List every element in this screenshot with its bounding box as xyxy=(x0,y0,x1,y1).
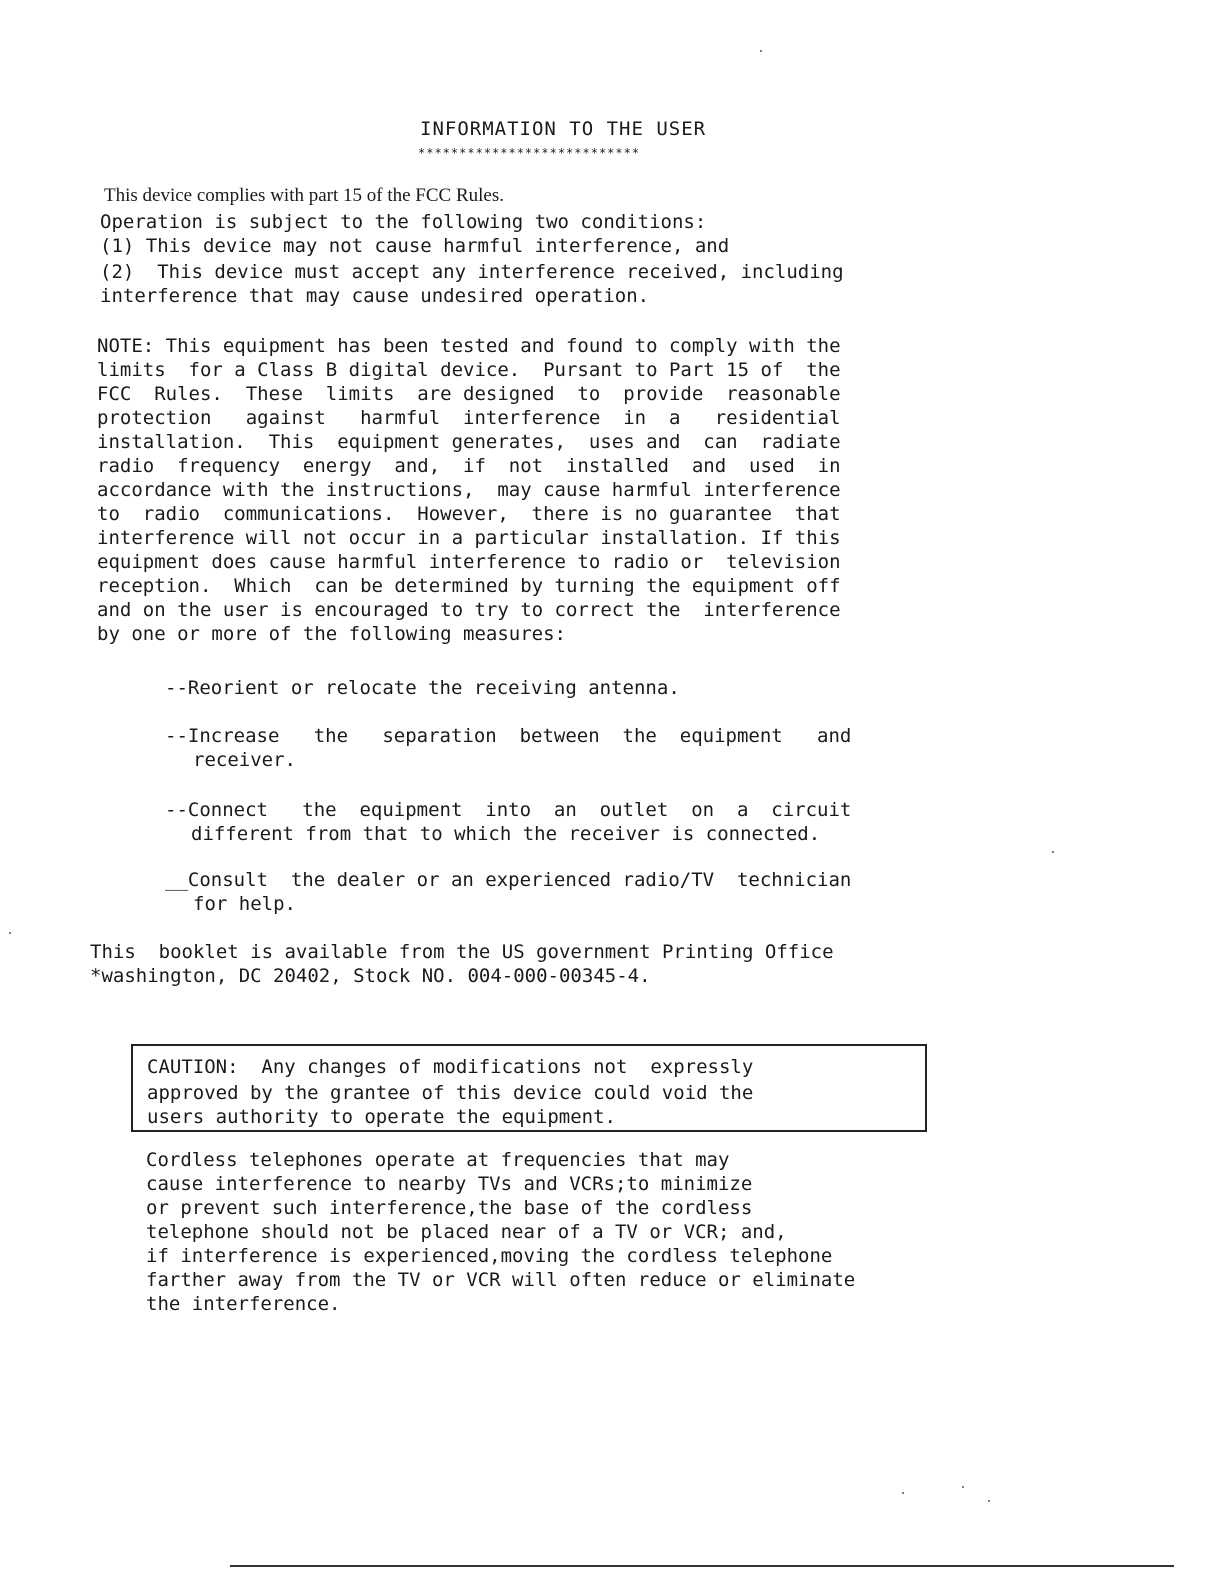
note-line: and on the user is encouraged to try to correct the interference xyxy=(97,599,841,621)
measure-item-increase: --Increase the separation between the equipment and xyxy=(165,725,852,747)
cordless-line: farther away from the TV or VCR will often reduce or eliminate xyxy=(146,1269,856,1291)
measure-item-increase-cont: receiver. xyxy=(193,749,296,771)
cordless-line: Cordless telephones operate at frequencies that may xyxy=(146,1149,730,1171)
note-line: radio frequency energy and, if not installed and used in xyxy=(97,455,841,477)
cordless-line: or prevent such interference,the base of the cordless xyxy=(146,1197,753,1219)
compliance-line-3: (1) This device may not cause harmful interference, and xyxy=(100,235,730,257)
scan-speck xyxy=(988,1500,990,1502)
bottom-scan-edge-line xyxy=(230,1565,1174,1567)
note-line: accordance with the instructions, may cause harmful interference xyxy=(97,479,841,501)
document-title: INFORMATION TO THE USER xyxy=(420,118,707,140)
note-line: protection against harmful interference in a residential xyxy=(97,407,841,429)
compliance-line-5: interference that may cause undesired operation. xyxy=(100,285,650,307)
measure-item-consult-cont: for help. xyxy=(193,893,296,915)
scan-speck xyxy=(760,50,762,52)
note-line: FCC Rules. These limits are designed to provide reasonable xyxy=(97,383,841,405)
note-line: installation. This equipment generates, uses and can radiate xyxy=(97,431,841,453)
note-line: reception. Which can be determined by turning the equipment off xyxy=(97,575,841,597)
measure-item-connect-cont: different from that to which the receiver is connected. xyxy=(191,823,821,845)
measure-item-consult: __Consult the dealer or an experienced radio/TV technician xyxy=(165,869,852,891)
scan-speck xyxy=(902,1492,904,1494)
scan-speck xyxy=(962,1486,964,1488)
note-line: to radio communications. However, there is no guarantee that xyxy=(97,503,841,525)
booklet-line-2: *washington, DC 20402, Stock NO. 004-000-00345-4. xyxy=(90,965,651,987)
caution-box xyxy=(131,1044,927,1132)
note-line: NOTE: This equipment has been tested and found to comply with the xyxy=(97,335,841,357)
measure-item-reorient: --Reorient or relocate the receiving antenna. xyxy=(165,677,680,699)
caution-line: approved by the grantee of this device could void the xyxy=(147,1082,754,1104)
note-line: interference will not occur in a particular installation. If this xyxy=(97,527,841,549)
note-line: by one or more of the following measures: xyxy=(97,623,566,645)
compliance-line-1: This device complies with part 15 of the FCC Rules. xyxy=(104,185,505,206)
booklet-line-1: This booklet is available from the US government Printing Office xyxy=(90,941,834,963)
cordless-line: if interference is experienced,moving the cordless telephone xyxy=(146,1245,833,1267)
note-line: equipment does cause harmful interference to radio or television xyxy=(97,551,841,573)
scan-speck xyxy=(9,932,11,934)
scan-speck xyxy=(1052,851,1054,853)
compliance-line-2: Operation is subject to the following two conditions: xyxy=(100,211,707,233)
note-line: limits for a Class B digital device. Pursant to Part 15 of the xyxy=(97,359,841,381)
measure-item-connect: --Connect the equipment into an outlet on a circuit xyxy=(165,799,852,821)
caution-line: CAUTION: Any changes of modifications not expressly xyxy=(147,1056,754,1078)
cordless-line: the interference. xyxy=(146,1293,341,1315)
title-asterisk-underline: *************************** xyxy=(418,146,641,160)
cordless-line: telephone should not be placed near of a TV or VCR; and, xyxy=(146,1221,787,1243)
compliance-line-4: (2) This device must accept any interference received, including xyxy=(100,261,844,283)
caution-line: users authority to operate the equipment. xyxy=(147,1106,616,1128)
cordless-line: cause interference to nearby TVs and VCRs;to minimize xyxy=(146,1173,753,1195)
